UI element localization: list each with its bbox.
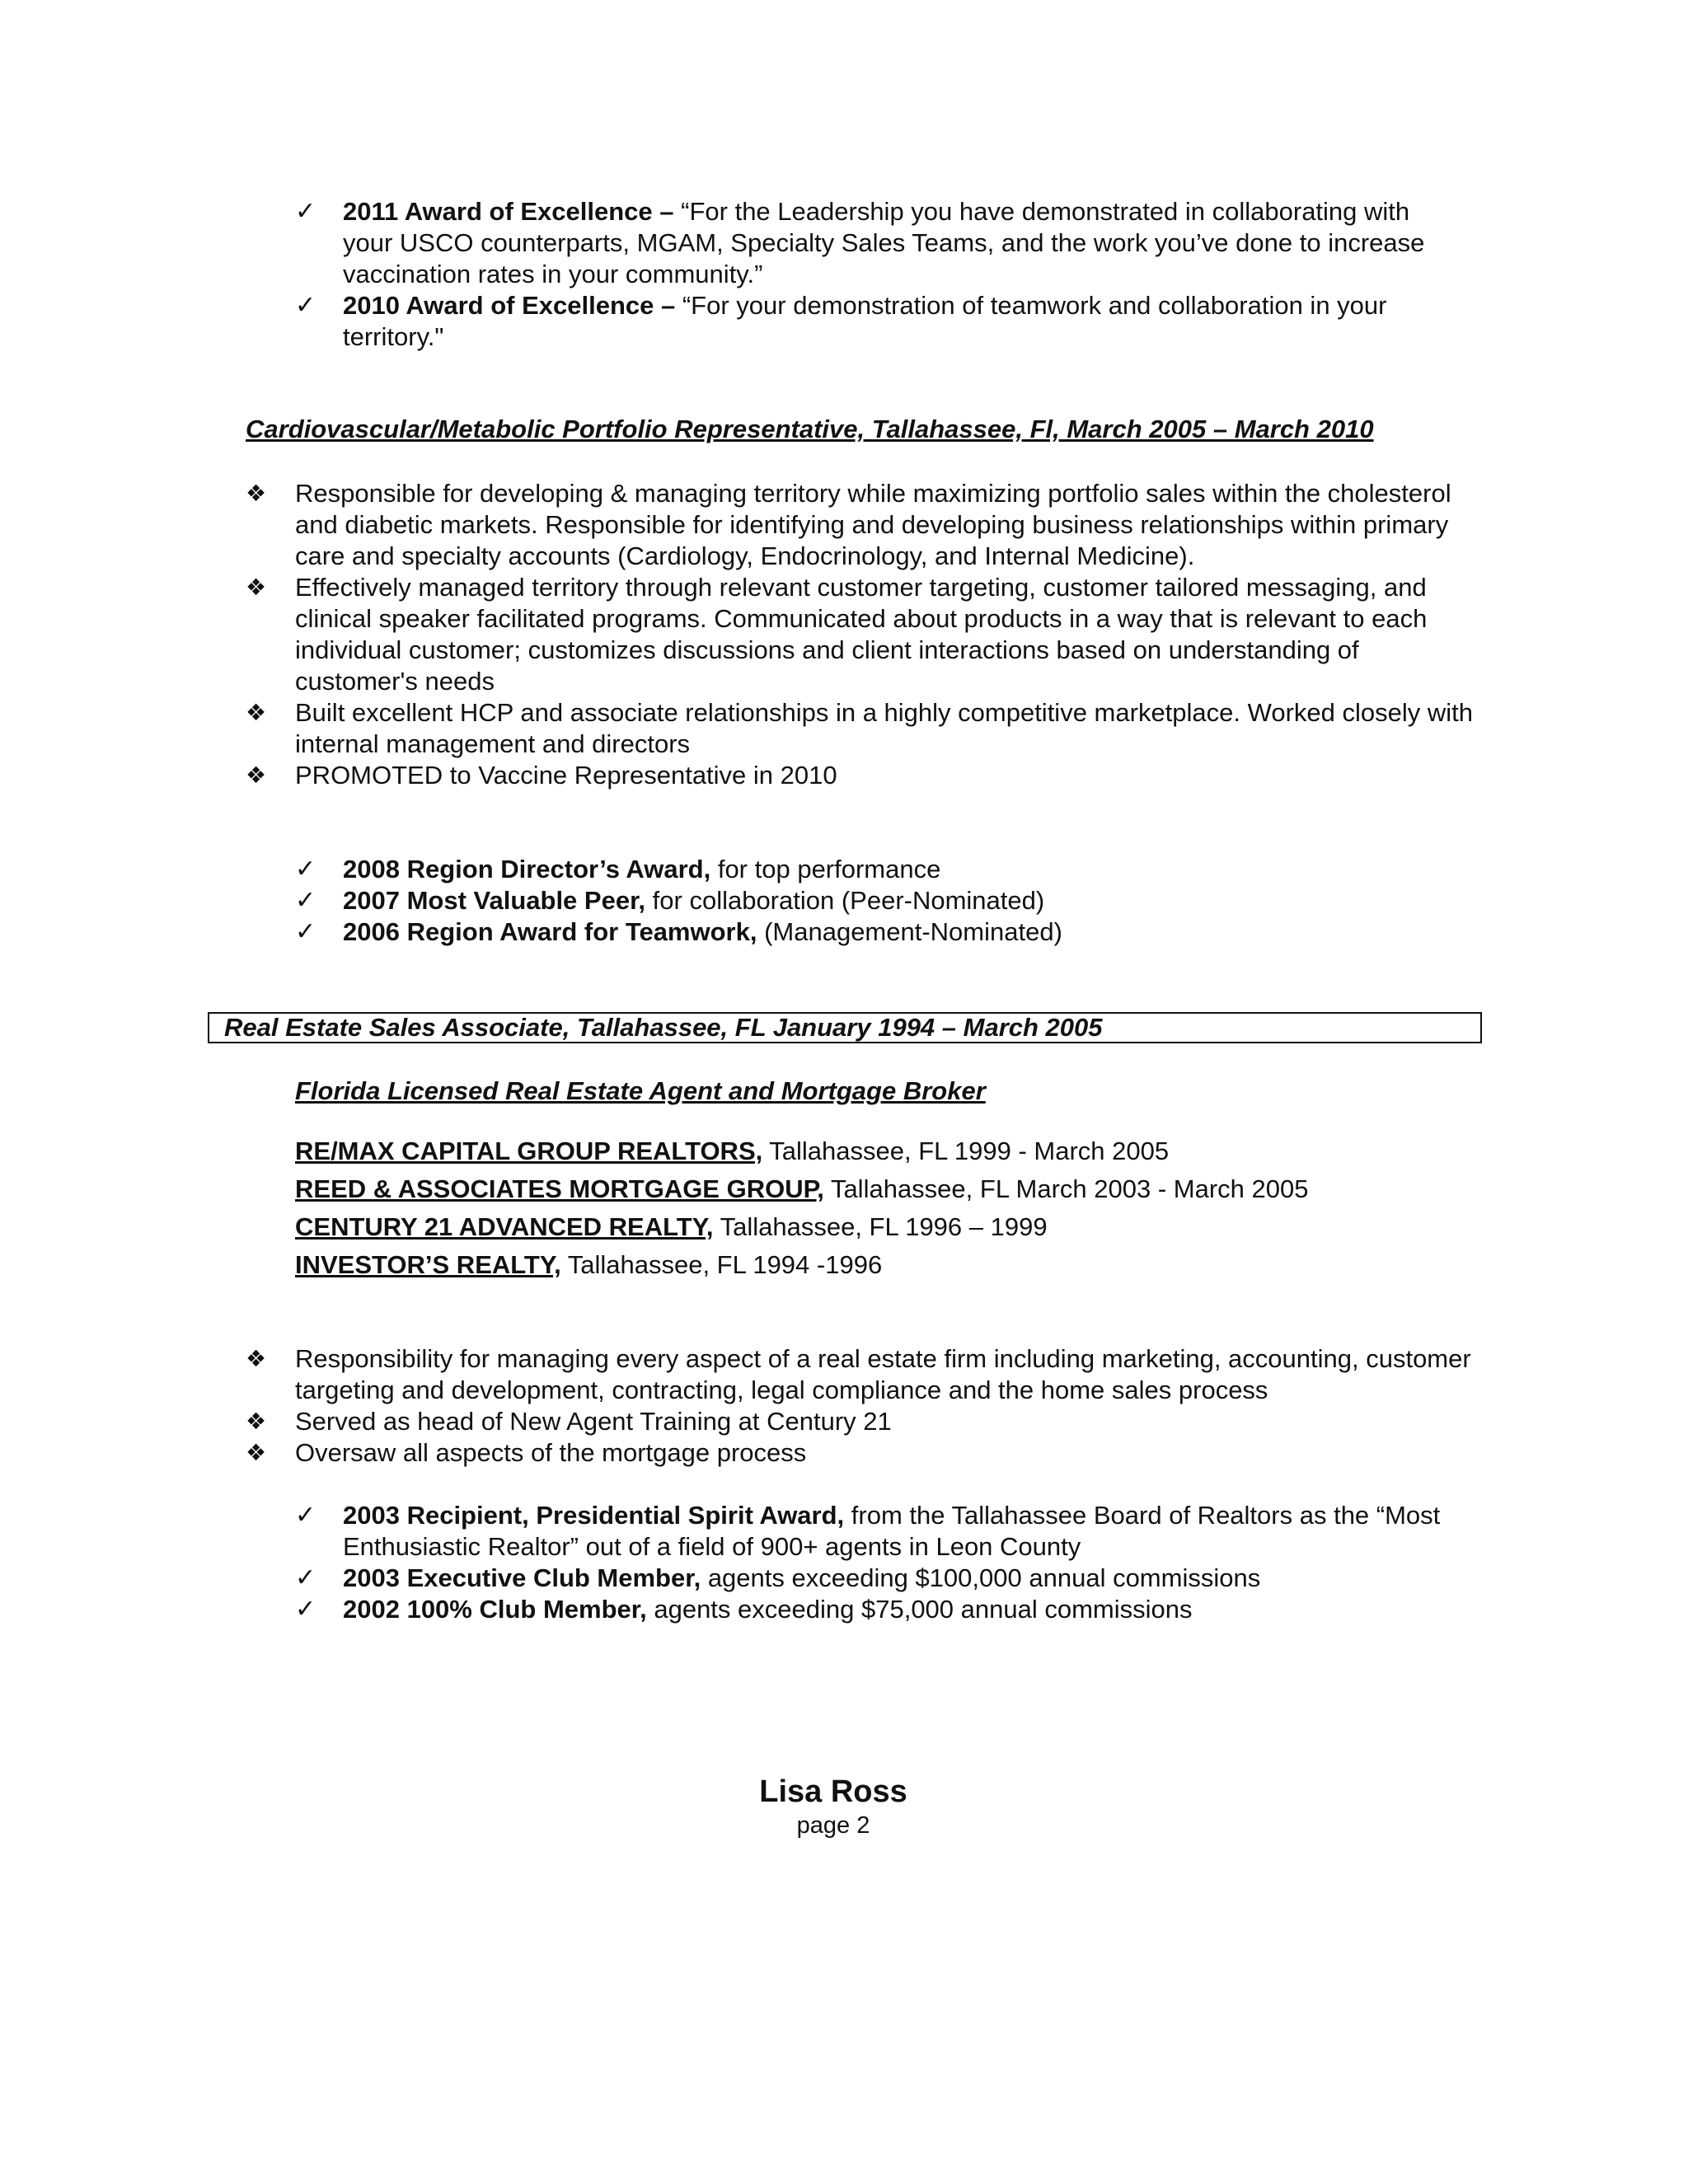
award-text: from the Tallahassee Board of Realtors as the “Most Enthusiastic Realtor” out of a field of 900+ agents in Leon County [343, 1501, 1441, 1561]
award-item [295, 916, 1465, 948]
bullet-text: Served as head of New Agent Training at Century 21 [295, 1407, 892, 1436]
award-title: 2011 Award of Excellence – [343, 197, 674, 226]
check-mark-icon: ✓ [295, 197, 316, 226]
firm-name: REED & ASSOCIATES MORTGAGE GROUP, [295, 1174, 824, 1203]
firm-detail: Tallahassee, FL 1996 – 1999 [713, 1212, 1048, 1241]
award-text: for collaboration (Peer-Nominated) [645, 886, 1045, 915]
check-mark-icon: ✓ [295, 1563, 316, 1592]
job1-awards-list [295, 854, 1465, 948]
job2-subtitle: Florida Licensed Real Estate Agent and Mortgage Broker [295, 1076, 986, 1105]
list-item [246, 572, 1474, 697]
list-item [246, 1437, 1474, 1469]
diamond-bullet-icon: ❖ [246, 1345, 267, 1372]
check-mark-icon: ✓ [295, 291, 316, 320]
firm-detail: Tallahassee, FL 1999 - March 2005 [762, 1137, 1170, 1165]
job-title-cardiovascular: Cardiovascular/Metabolic Portfolio Representative, Tallahassee, Fl, March 2005 – March 2010 [246, 415, 1374, 443]
award-text: for top performance [710, 855, 941, 883]
firm-row [295, 1136, 1482, 1174]
diamond-bullet-icon: ❖ [246, 574, 267, 601]
firm-row [295, 1212, 1482, 1249]
firm-row [295, 1249, 1482, 1287]
award-item [295, 885, 1465, 916]
award-title: 2007 Most Valuable Peer, [343, 886, 646, 915]
award-item [295, 1594, 1465, 1625]
diamond-bullet-icon: ❖ [246, 1408, 267, 1435]
list-item [246, 478, 1474, 572]
award-title: 2010 Award of Excellence – [343, 291, 676, 320]
award-title: 2003 Executive Club Member, [343, 1563, 701, 1592]
job1-responsibilities-list [246, 478, 1474, 791]
diamond-bullet-icon: ❖ [246, 480, 267, 507]
list-item [246, 760, 1474, 791]
firm-detail: Tallahassee, FL 1994 -1996 [560, 1250, 883, 1279]
award-item [295, 1500, 1465, 1563]
bullet-text: Built excellent HCP and associate relationships in a highly competitive marketplace. Worked closely with internal management and directors [295, 698, 1473, 758]
job2-responsibilities-list [246, 1343, 1474, 1469]
job2-awards-list [295, 1500, 1465, 1625]
award-text: agents exceeding $75,000 annual commissions [646, 1595, 1193, 1624]
list-item [246, 1343, 1474, 1406]
list-item [246, 697, 1474, 760]
list-item [246, 1406, 1474, 1437]
award-text: “For the Leadership you have demonstrated in collaborating with your USCO counterparts, MGAM, Specialty Sales Teams, and the work you’ve done to increase vaccination rates in your community.” [343, 197, 1425, 288]
award-title: 2008 Region Director’s Award, [343, 855, 711, 883]
firm-name: RE/MAX CAPITAL GROUP REALTORS, [295, 1137, 763, 1165]
award-item [295, 854, 1465, 885]
firms-list [295, 1136, 1482, 1287]
bullet-text: PROMOTED to Vaccine Representative in 2010 [295, 761, 837, 790]
footer-name: Lisa Ross [759, 1774, 907, 1809]
bullet-text: Responsibility for managing every aspect of a real estate firm including marketing, accounting, customer targeting and development, contracting, legal compliance and the home sales process [295, 1344, 1471, 1404]
award-text: (Management-Nominated) [757, 917, 1062, 946]
award-text: “For your demonstration of teamwork and collaboration in your territory." [343, 291, 1387, 351]
job-title-real-estate: Real Estate Sales Associate, Tallahassee, FL January 1994 – March 2005 [208, 1012, 1482, 1043]
check-mark-icon: ✓ [295, 1595, 316, 1624]
bullet-text: Effectively managed territory through relevant customer targeting, customer tailored messaging, and clinical speaker facilitated programs. Communicated about products in a way that is relevant to each individual customer; customizes discussions and client interactions based on understanding of customer's needs [295, 573, 1428, 696]
firm-detail: Tallahassee, FL March 2003 - March 2005 [823, 1174, 1309, 1203]
award-title: 2006 Region Award for Teamwork, [343, 917, 757, 946]
award-item [295, 290, 1465, 353]
check-mark-icon: ✓ [295, 917, 316, 946]
firm-name: CENTURY 21 ADVANCED REALTY, [295, 1212, 714, 1241]
award-item [295, 196, 1465, 290]
page-number: page 2 [796, 1812, 870, 1839]
firm-name: INVESTOR’S REALTY, [295, 1250, 561, 1279]
top-awards-list [295, 196, 1465, 353]
bullet-text: Responsible for developing & managing territory while maximizing portfolio sales within the cholesterol and diabetic markets. Responsible for identifying and developing business relationships within primary care and specialty accounts (Cardiology, Endocrinology, and Internal Medicine). [295, 479, 1451, 570]
check-mark-icon: ✓ [295, 855, 316, 883]
award-item [295, 1563, 1465, 1594]
diamond-bullet-icon: ❖ [246, 762, 267, 789]
firm-row [295, 1174, 1482, 1212]
diamond-bullet-icon: ❖ [246, 699, 267, 726]
award-title: 2002 100% Club Member, [343, 1595, 647, 1624]
award-text: agents exceeding $100,000 annual commissions [701, 1563, 1261, 1592]
diamond-bullet-icon: ❖ [246, 1439, 267, 1466]
award-title: 2003 Recipient, Presidential Spirit Award, [343, 1501, 845, 1530]
bullet-text: Oversaw all aspects of the mortgage process [295, 1438, 807, 1467]
check-mark-icon: ✓ [295, 886, 316, 915]
check-mark-icon: ✓ [295, 1501, 316, 1530]
